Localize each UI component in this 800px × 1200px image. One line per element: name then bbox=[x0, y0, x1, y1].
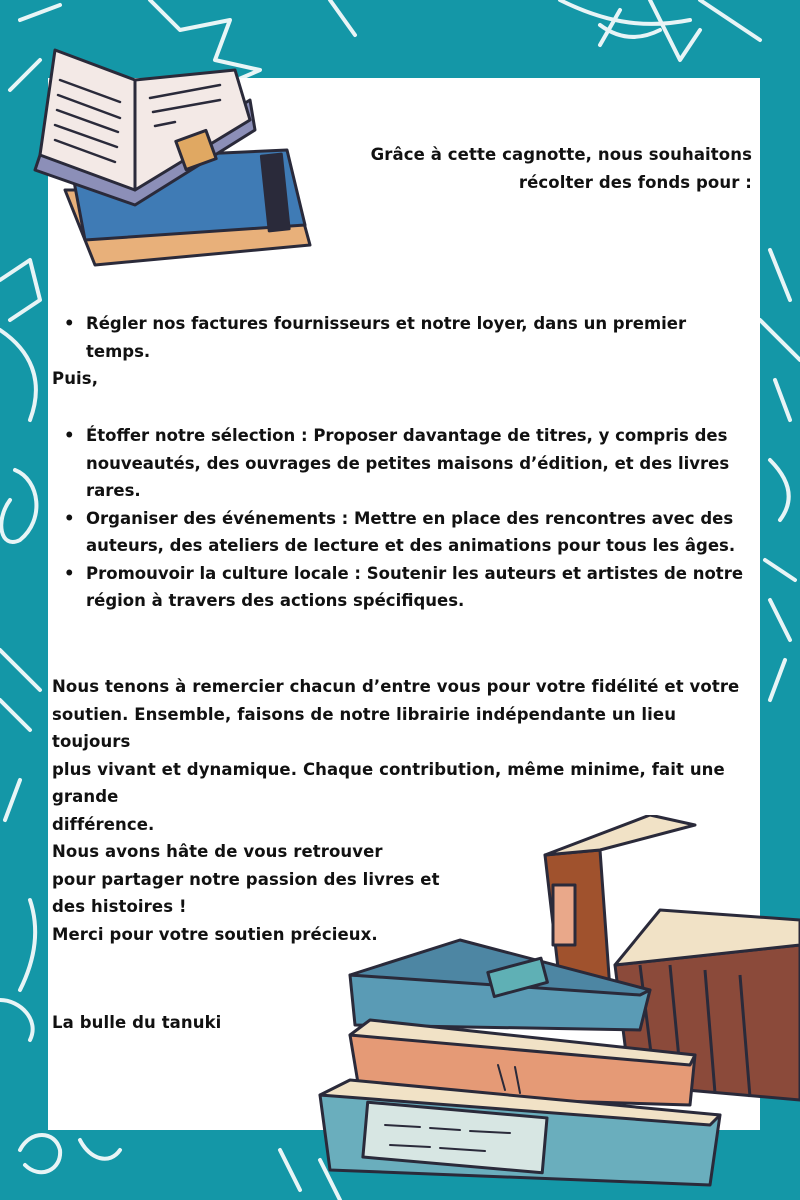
intro-text bbox=[330, 141, 752, 197]
second-bullet-list bbox=[52, 422, 752, 615]
first-bullet-list bbox=[52, 310, 752, 365]
closing-message bbox=[52, 673, 742, 948]
intro-line-2: récolter des fonds pour : bbox=[518, 173, 752, 192]
closing-line: grande bbox=[52, 787, 119, 806]
closing-line: plus vivant et dynamique. Chaque contribution, même minime, fait une bbox=[52, 759, 725, 779]
closing-line: Merci pour votre soutien précieux. bbox=[52, 924, 378, 944]
list-item: • Régler nos factures fournisseurs et notre loyer, dans un premier temps. bbox=[52, 310, 752, 365]
open-book-icon bbox=[25, 40, 325, 270]
list-item: • Organiser des événements : Mettre en place des rencontres avec des auteurs, des ateliers de lecture et des animations pour tous les âges. bbox=[52, 505, 752, 560]
closing-line: soutien. Ensemble, faisons de notre librairie indépendante un lieu toujours bbox=[52, 704, 677, 751]
closing-line: des histoires ! bbox=[52, 897, 187, 916]
closing-line: pour partager notre passion des livres et bbox=[52, 869, 440, 889]
closing-line: différence. bbox=[52, 814, 155, 834]
closing-line: Nous avons hâte de vous retrouver bbox=[52, 842, 383, 861]
list-item: • Promouvoir la culture locale : Soutenir les auteurs et artistes de notre région à travers des actions spécifiques. bbox=[52, 560, 752, 615]
list-item: • Étoffer notre sélection : Proposer davantage de titres, y compris des nouveautés, des ouvrages de petites maisons d’édition, et des livres rares. bbox=[52, 422, 752, 505]
then-label: Puis, bbox=[52, 369, 99, 388]
intro-line-1: Grâce à cette cagnotte, nous souhaitons bbox=[370, 145, 752, 164]
closing-line: Nous tenons à remercier chacun d’entre vous pour votre fidélité et votre bbox=[52, 677, 740, 696]
signature: La bulle du tanuki bbox=[52, 1013, 222, 1032]
